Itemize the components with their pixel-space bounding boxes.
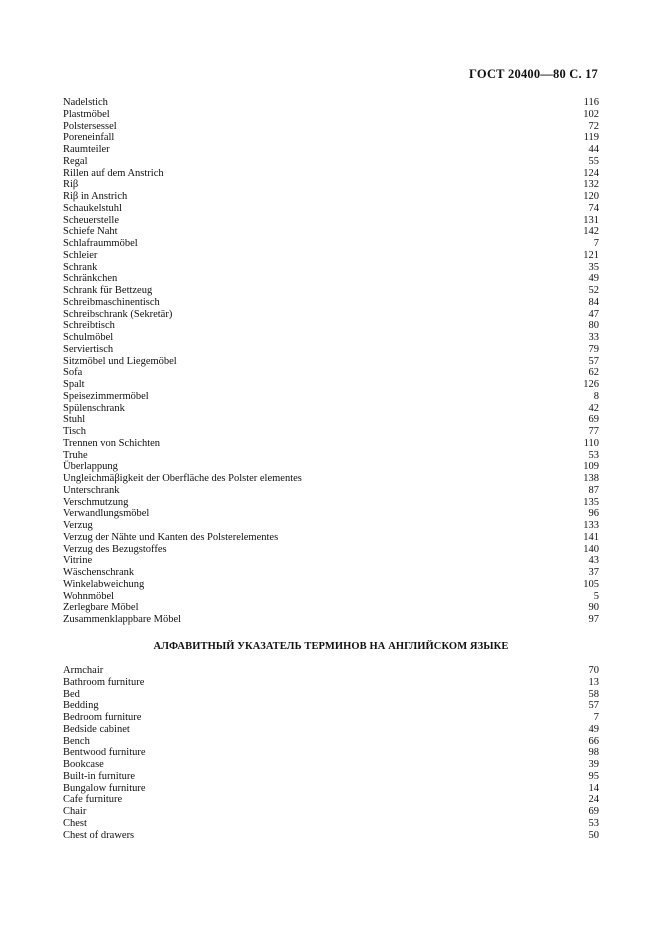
- index-page-number: 70: [588, 665, 599, 676]
- index-term: Bed: [63, 688, 80, 700]
- index-term: Armchair: [63, 665, 104, 676]
- index-entry: [63, 712, 599, 724]
- index-term: Cafe furniture: [63, 794, 123, 806]
- index-page-number: 24: [588, 794, 599, 806]
- index-page-number: 57: [588, 700, 599, 712]
- index-page-number: 77: [588, 426, 599, 437]
- index-entry: [63, 555, 599, 567]
- index-page-number: 39: [588, 759, 599, 770]
- index-page-number: 50: [588, 829, 599, 841]
- index-entry: [63, 426, 599, 438]
- index-page-number: 102: [583, 108, 599, 120]
- index-page-number: 141: [583, 531, 599, 543]
- index-entry: [63, 579, 599, 591]
- index-entry: [63, 497, 599, 509]
- index-entry: [63, 320, 599, 332]
- index-entry: [63, 109, 599, 121]
- index-term: Sofa: [63, 367, 83, 379]
- index-page-number: 13: [588, 676, 599, 688]
- index-term: Rillen auf dem Anstrich: [63, 167, 164, 179]
- index-entry: [63, 367, 599, 379]
- index-page-number: 53: [588, 817, 599, 829]
- index-page-number: 98: [588, 747, 599, 759]
- index-entry: [63, 297, 599, 309]
- index-term: Verzug des Bezugstoffes: [63, 543, 167, 555]
- index-term: Bungalow furniture: [63, 782, 146, 794]
- english-index-title: АЛФАВИТНЫЙ УКАЗАТЕЛЬ ТЕРМИНОВ НА АНГЛИЙСКОМ ЯЗЫКЕ: [153, 641, 509, 652]
- index-entry: [63, 806, 599, 818]
- index-entry: [63, 203, 599, 215]
- index-page-number: 87: [588, 484, 599, 496]
- english-term-index: [63, 665, 599, 841]
- index-page-number: 37: [588, 567, 599, 578]
- index-term: Verzug der Nähte und Kanten des Polsterelementes: [63, 531, 279, 543]
- index-page-number: 80: [588, 320, 599, 332]
- index-term: Wäschenschrank: [63, 567, 135, 578]
- index-entry: [63, 226, 599, 238]
- index-page-number: 119: [583, 132, 599, 144]
- index-entry: [63, 520, 599, 532]
- index-entry: [63, 356, 599, 368]
- index-page-number: 138: [583, 473, 599, 484]
- index-page-number: 49: [588, 273, 599, 285]
- index-page-number: 5: [593, 590, 599, 602]
- index-term: Tisch: [63, 426, 86, 437]
- index-page-number: 116: [583, 97, 599, 108]
- index-entry: [63, 544, 599, 556]
- index-page-number: 8: [593, 390, 599, 402]
- index-entry: [63, 614, 599, 626]
- index-term: Riβ: [63, 179, 79, 191]
- index-term: Chest: [63, 817, 87, 829]
- index-page-number: 124: [583, 167, 599, 179]
- index-term: Wohnmöbel: [63, 590, 115, 602]
- index-entry: [63, 438, 599, 450]
- index-page-number: 79: [588, 343, 599, 355]
- index-entry: [63, 238, 599, 250]
- index-page-number: 120: [583, 191, 599, 202]
- index-page-number: 43: [588, 555, 599, 567]
- index-term: Bedding: [63, 700, 99, 712]
- index-entry: [63, 168, 599, 180]
- index-page-number: 53: [588, 449, 599, 461]
- index-page-number: 35: [588, 261, 599, 273]
- index-entry: [63, 485, 599, 497]
- index-term: Truhe: [63, 449, 88, 461]
- index-entry: [63, 250, 599, 262]
- index-entry: [63, 794, 599, 806]
- index-term: Schreibtisch: [63, 320, 115, 332]
- index-page-number: 84: [588, 296, 599, 308]
- index-entry: [63, 818, 599, 830]
- index-entry: [63, 121, 599, 133]
- index-term: Verzug: [63, 520, 93, 531]
- index-page-number: 140: [583, 543, 599, 555]
- index-entry: [63, 759, 599, 771]
- index-page-number: 44: [588, 144, 599, 155]
- index-term: Schrank für Bettzeug: [63, 285, 153, 296]
- index-page-number: 72: [588, 120, 599, 132]
- index-term: Raumteiler: [63, 144, 110, 155]
- index-page-number: 62: [588, 367, 599, 379]
- index-entry: [63, 156, 599, 168]
- index-entry: [63, 191, 599, 203]
- index-term: Überlappung: [63, 461, 118, 473]
- index-term: Polstersessel: [63, 120, 117, 132]
- index-term: Trennen von Schichten: [63, 437, 161, 449]
- index-page-number: 109: [583, 461, 599, 473]
- page-header: ГОСТ 20400—80 С. 17: [469, 67, 598, 81]
- index-entry: [63, 379, 599, 391]
- index-entry: [63, 262, 599, 274]
- index-page-number: 47: [588, 308, 599, 320]
- index-entry: [63, 97, 599, 109]
- index-page-number: 142: [583, 226, 599, 238]
- index-entry: [63, 830, 599, 842]
- index-term: Zerlegbare Möbel: [63, 602, 139, 614]
- index-page-number: 33: [588, 332, 599, 343]
- index-page-number: 133: [583, 520, 599, 531]
- index-term: Scheuerstelle: [63, 214, 119, 226]
- index-entry: [63, 450, 599, 462]
- index-term: Schlafraummöbel: [63, 238, 138, 249]
- index-entry: [63, 344, 599, 356]
- index-term: Schrank: [63, 261, 98, 273]
- index-entry: [63, 332, 599, 344]
- index-term: Winkelabweichung: [63, 578, 145, 590]
- index-term: Riβ in Anstrich: [63, 191, 128, 202]
- index-term: Schiefe Naht: [63, 226, 118, 238]
- index-page-number: 105: [583, 578, 599, 590]
- index-term: Verschmutzung: [63, 496, 129, 508]
- index-term: Schaukelstuhl: [63, 202, 122, 214]
- index-entry: [63, 532, 599, 544]
- index-term: Bathroom furniture: [63, 676, 145, 688]
- index-term: Schränkchen: [63, 273, 118, 285]
- index-entry: [63, 179, 599, 191]
- index-page-number: 96: [588, 508, 599, 520]
- index-entry: [63, 700, 599, 712]
- index-page-number: 55: [588, 155, 599, 167]
- index-page-number: 42: [588, 402, 599, 414]
- index-term: Regal: [63, 155, 88, 167]
- index-entry: [63, 677, 599, 689]
- index-entry: [63, 285, 599, 297]
- german-term-index: [63, 97, 599, 626]
- index-page-number: 126: [583, 379, 599, 390]
- index-term: Verwandlungsmöbel: [63, 508, 150, 520]
- index-page-number: 74: [588, 202, 599, 214]
- index-entry: [63, 783, 599, 795]
- index-term: Chest of drawers: [63, 829, 135, 841]
- index-page-number: 7: [593, 712, 599, 723]
- index-page-number: 121: [583, 249, 599, 261]
- index-page-number: 69: [588, 806, 599, 817]
- index-entry: [63, 689, 599, 701]
- index-term: Poreneinfall: [63, 132, 115, 144]
- index-page-number: 135: [583, 496, 599, 508]
- index-term: Built-in furniture: [63, 770, 136, 782]
- index-term: Bedside cabinet: [63, 723, 130, 735]
- index-page-number: 90: [588, 602, 599, 614]
- index-entry: [63, 747, 599, 759]
- index-term: Sitzmöbel und Liegemöbel: [63, 355, 177, 367]
- index-entry: [63, 665, 599, 677]
- index-page-number: 49: [588, 723, 599, 735]
- index-entry: [63, 273, 599, 285]
- index-term: Bookcase: [63, 759, 104, 770]
- index-entry: [63, 724, 599, 736]
- index-term: Speisezimmermöbel: [63, 390, 149, 402]
- index-term: Chair: [63, 806, 87, 817]
- index-entry: [63, 473, 599, 485]
- index-term: Spülenschrank: [63, 402, 125, 414]
- index-term: Vitrine: [63, 555, 93, 567]
- index-term: Bench: [63, 735, 90, 747]
- index-term: Schulmöbel: [63, 332, 114, 343]
- index-term: Schreibmaschinentisch: [63, 296, 160, 308]
- index-entry: [63, 144, 599, 156]
- index-page-number: 131: [583, 214, 599, 226]
- index-term: Schreibschrank (Sekretär): [63, 308, 173, 320]
- index-term: Unterschrank: [63, 484, 120, 496]
- index-entry: [63, 414, 599, 426]
- index-entry: [63, 591, 599, 603]
- index-term: Plastmöbel: [63, 108, 110, 120]
- index-entry: [63, 403, 599, 415]
- index-page-number: 69: [588, 414, 599, 426]
- index-page-number: 97: [588, 614, 599, 625]
- index-entry: [63, 736, 599, 748]
- index-entry: [63, 132, 599, 144]
- index-entry: [63, 602, 599, 614]
- index-term: Stuhl: [63, 414, 86, 426]
- index-page-number: 14: [588, 782, 599, 794]
- index-page-number: 57: [588, 355, 599, 367]
- index-page-number: 52: [588, 285, 599, 296]
- index-term: Schleier: [63, 249, 98, 261]
- index-page-number: 66: [588, 735, 599, 747]
- index-term: Serviertisch: [63, 343, 114, 355]
- index-page-number: 110: [583, 437, 599, 449]
- index-entry: [63, 771, 599, 783]
- index-page-number: 95: [588, 770, 599, 782]
- index-entry: [63, 461, 599, 473]
- index-page-number: 132: [583, 179, 599, 191]
- index-term: Spalt: [63, 379, 85, 390]
- index-term: Zusammenklappbare Möbel: [63, 614, 182, 625]
- index-page-number: 58: [588, 688, 599, 700]
- index-entry: [63, 391, 599, 403]
- index-term: Ungleichmäβigkeit der Oberfläche des Polster elementes: [63, 473, 302, 484]
- index-entry: [63, 309, 599, 321]
- index-entry: [63, 567, 599, 579]
- index-page-number: 7: [593, 238, 599, 249]
- index-term: Bedroom furniture: [63, 712, 142, 723]
- index-entry: [63, 215, 599, 227]
- index-entry: [63, 508, 599, 520]
- index-term: Bentwood furniture: [63, 747, 146, 759]
- index-term: Nadelstich: [63, 97, 108, 108]
